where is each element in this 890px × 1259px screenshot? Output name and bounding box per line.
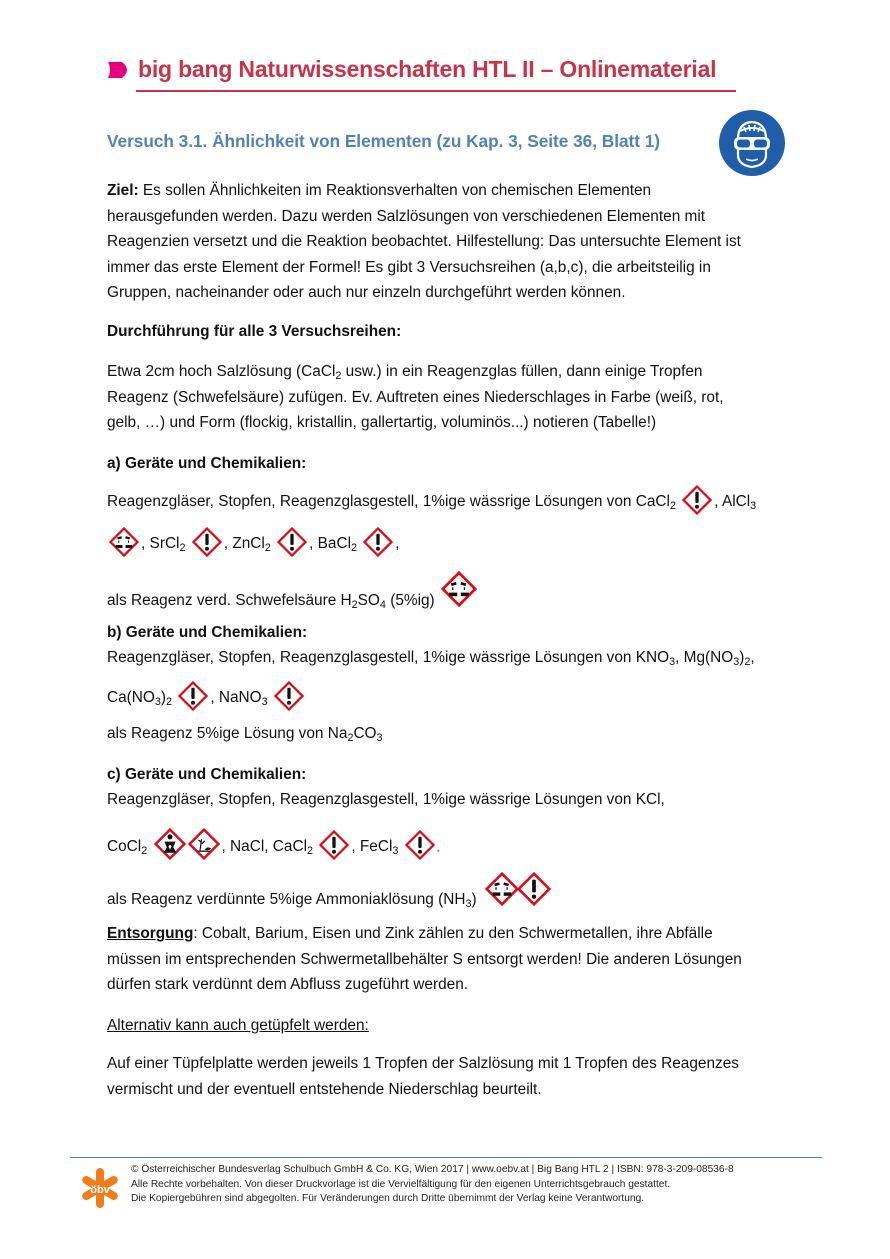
paren: ) xyxy=(739,649,745,666)
oebv-logo xyxy=(78,1166,122,1210)
goal-text-3: Reagenzien versetzt und die Reaktion beobachtet. Hilfestellung: Das untersuchte Element ist xyxy=(107,233,741,250)
sub-2: 2 xyxy=(347,732,354,744)
reagent-a-so: SO xyxy=(357,592,380,609)
section-b-text: Reagenzgläser, Stopfen, Reagenzglasgestell, 1%ige wässrige Lösungen von KNO xyxy=(107,649,670,666)
procedure-text-1a: Etwa 2cm hoch Salzlösung (CaCl xyxy=(107,363,336,380)
footer-text xyxy=(131,1163,734,1207)
footer-line-3: Die Kopiergebühren sind abgegolten. Für Veränderungen durch Dritte übernimmt der Verlag keine Verantwortung. xyxy=(131,1193,645,1204)
page-header xyxy=(108,54,738,84)
reagent-b-co: CO xyxy=(353,725,377,742)
exclamation-hazard-icon xyxy=(277,527,307,557)
sub-2: 2 xyxy=(351,599,358,611)
sub-4: 4 xyxy=(379,599,386,611)
environment-hazard-icon xyxy=(188,828,220,860)
sub-2: 2 xyxy=(351,542,358,554)
disposal-text-1: : Cobalt, Barium, Eisen und Zink zählen zu den Schwermetallen, ihre Abfälle xyxy=(193,925,713,942)
section-a-heading: a) Geräte und Chemikalien: xyxy=(107,455,307,472)
sub-2: 2 xyxy=(669,500,676,512)
alternative-text-1: Auf einer Tüpfelplatte werden jeweils 1 Tropfen der Salzlösung mit 1 Tropfen des Reagenzes xyxy=(107,1055,739,1072)
zncl2-text: , ZnCl xyxy=(223,535,265,552)
reagent-c-text: als Reagenz verdünnte 5%ige Ammoniaklösung (NH xyxy=(107,891,466,908)
sub-3: 3 xyxy=(750,500,757,512)
cocl2-text: CoCl xyxy=(107,838,142,855)
exclamation-hazard-icon xyxy=(192,527,222,557)
exclamation-hazard-icon xyxy=(363,527,393,557)
sub-2: 2 xyxy=(166,696,173,708)
experiment-title: Versuch 3.1. Ähnlichkeit von Elementen (zu Kap. 3, Seite 36, Blatt 1) xyxy=(107,131,661,151)
section-a-line1 xyxy=(107,485,756,515)
logo-text: öbv xyxy=(90,1184,110,1196)
section-a-line2 xyxy=(107,527,400,557)
exclamation-hazard-icon xyxy=(517,872,551,906)
paren: ) xyxy=(471,891,477,908)
section-c-reagent xyxy=(107,872,553,912)
reagent-b-text: als Reagenz 5%ige Lösung von Na xyxy=(107,725,348,742)
corrosive-hazard-icon xyxy=(109,527,139,557)
footer-line-2: Alle Rechte vorbehalten. Von dieser Druckvorlage ist die Vervielfältigung für den eigenen Unterrichtsgebrauch gestattet. xyxy=(131,1178,671,1190)
sub-3: 3 xyxy=(733,656,740,668)
fecl3-text: , FeCl xyxy=(351,838,393,855)
alternative-section xyxy=(107,1051,797,1102)
exclamation-hazard-icon xyxy=(682,485,712,515)
procedure-text-1b: usw.) in ein Reagenzglas füllen, dann einige Tropfen xyxy=(341,363,703,380)
disposal-text-3: dürfen stark verdünnt dem Abfluss zugeführt werden. xyxy=(107,976,469,993)
corrosive-hazard-icon xyxy=(485,872,519,906)
sub-2: 2 xyxy=(744,656,751,668)
goal-label: Ziel: xyxy=(107,182,139,199)
header-divider xyxy=(136,90,736,92)
procedure-text-3: gelb, …) und Form (flockig, kristallin, gallertartig, voluminös...) notieren (Tabelle!) xyxy=(107,414,657,431)
trailing-comma: , xyxy=(436,843,440,854)
procedure-section xyxy=(107,359,797,436)
goal-text-4: immer das erste Element der Formel! Es gibt 3 Versuchsreihen (a,b,c), die arbeitsteilig in xyxy=(107,258,711,276)
exclamation-hazard-icon xyxy=(178,681,208,711)
paren: ) xyxy=(160,689,167,706)
header-title: big bang Naturwissenschaften HTL II – Onlinematerial xyxy=(138,56,717,82)
disposal-label: Entsorgung xyxy=(107,925,194,942)
goal-text-2: herausgefunden werden. Dazu werden Salzlösungen von verschiedenen Elementen mit xyxy=(107,207,706,225)
trailing-comma: , xyxy=(395,535,400,552)
goal-section xyxy=(107,178,797,306)
nano3-text: , NaNO xyxy=(210,689,262,706)
section-b-heading: b) Geräte und Chemikalien: xyxy=(107,624,308,641)
mgno3-text: , Mg(NO xyxy=(675,649,734,666)
sub-3: 3 xyxy=(465,898,472,910)
section-b-line1 xyxy=(107,645,755,670)
exclamation-hazard-icon xyxy=(319,830,349,860)
footer-divider xyxy=(70,1157,822,1158)
sub-2: 2 xyxy=(307,845,314,857)
cano3-text: Ca(NO xyxy=(107,689,155,706)
alternative-heading: Alternativ kann auch getüpfelt werden: xyxy=(107,1017,369,1034)
sub-3: 3 xyxy=(261,696,268,708)
nacl-cacl2-text: , NaCl, CaCl xyxy=(221,838,308,855)
brand-arrow-icon xyxy=(108,62,132,78)
health-hazard-icon xyxy=(154,828,186,860)
reagent-a-text: als Reagenz verd. Schwefelsäure H xyxy=(107,592,352,609)
section-a-text: Reagenzgläser, Stopfen, Reagenzglasgestell, 1%ige wässrige Lösungen von CaCl xyxy=(107,493,670,510)
sub-3: 3 xyxy=(392,845,399,857)
corrosive-hazard-icon xyxy=(441,571,477,607)
procedure-heading: Durchführung für alle 3 Versuchsreihen: xyxy=(107,323,402,340)
sub-3: 3 xyxy=(154,696,161,708)
goal-text-5: Gruppen, nacheinander oder auch nur einzeln durchgeführt werden können. xyxy=(107,284,626,301)
goal-text-1: Es sollen Ähnlichkeiten im Reaktionsverhalten von chemischen Elementen xyxy=(142,182,652,199)
footer-line-1: © Österreichischer Bundesverlag Schulbuch GmbH & Co. KG, Wien 2017 | www.oebv.at | Big Bang HTL 2 | ISBN: 978-3-209-08536-8 xyxy=(131,1164,734,1175)
sub-2: 2 xyxy=(141,845,148,857)
bacl2-text: , BaCl xyxy=(309,535,352,552)
exclamation-hazard-icon xyxy=(274,681,304,711)
alcl3-text: , AlCl xyxy=(714,493,751,510)
section-c-line1: Reagenzgläser, Stopfen, Reagenzglasgestell, 1%ige wässrige Lösungen von KCl, xyxy=(107,791,665,808)
procedure-text-2: Reagenz (Schwefelsäure) zufügen. Ev. Auftreten eines Niederschlages in Farbe (weiß, rot, xyxy=(107,388,724,406)
srcl2-text: , SrCl xyxy=(141,535,180,552)
section-c-heading: c) Geräte und Chemikalien: xyxy=(107,766,307,783)
disposal-text-2: müssen im entsprechenden Schwermetallbehälter S entsorgt werden! Die anderen Lösungen xyxy=(107,950,742,968)
procedure-sub: 2 xyxy=(335,370,342,382)
exclamation-hazard-icon xyxy=(405,830,435,860)
safety-goggles-icon xyxy=(718,109,786,177)
sub-2: 2 xyxy=(179,542,186,554)
section-c-line2 xyxy=(107,828,439,861)
alternative-text-2: vermischt und der eventuell entstehende Niederschlag beurteilt. xyxy=(107,1080,542,1098)
reagent-a-conc: (5%ig) xyxy=(385,592,435,609)
comma: , xyxy=(750,649,755,666)
sub-3: 3 xyxy=(669,656,676,668)
section-a-reagent xyxy=(107,571,479,613)
disposal-section xyxy=(107,921,797,998)
section-b-line2 xyxy=(107,681,306,711)
section-b-reagent xyxy=(107,721,383,746)
sub-3: 3 xyxy=(376,732,383,744)
sub-2: 2 xyxy=(264,542,271,554)
